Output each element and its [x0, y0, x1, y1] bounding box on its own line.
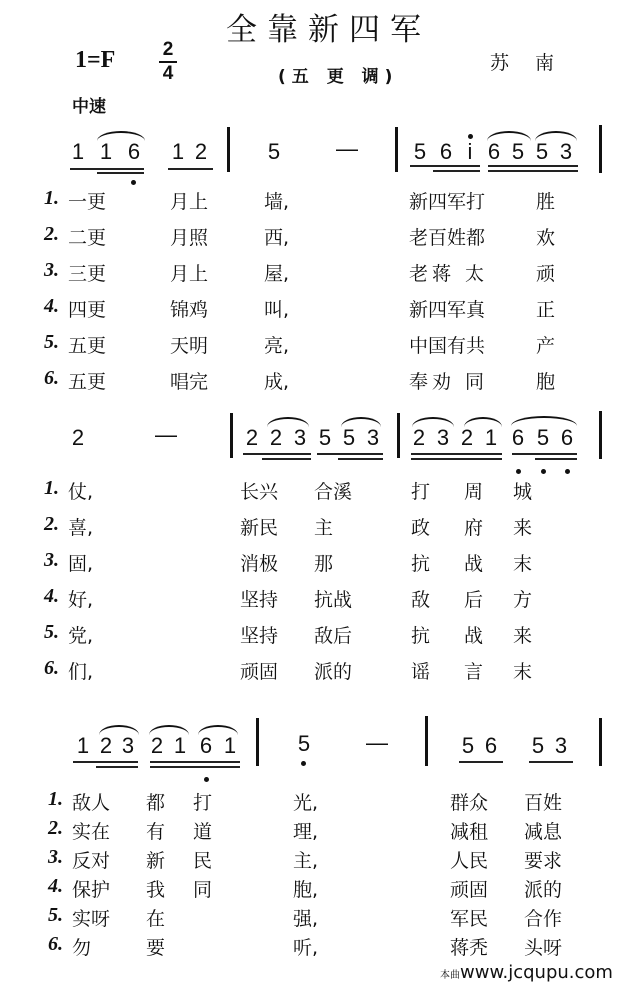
beam-underline	[118, 168, 144, 170]
lyric-cell: 老蒋 太	[409, 263, 489, 285]
lyric-cell: 主,	[293, 850, 319, 872]
beam-underline	[96, 766, 138, 768]
note: 6	[199, 733, 213, 758]
lyric-cell: 敌	[411, 589, 431, 611]
lyric-cell: 奉劝 同	[409, 371, 489, 393]
lyric-cell: 屋,	[264, 263, 290, 285]
slur	[487, 131, 531, 141]
lyric-cell: 抗	[411, 553, 431, 575]
note: 5	[531, 733, 545, 758]
high-octave-dot	[468, 134, 473, 139]
note: 3	[366, 425, 380, 450]
verse-number: 4.	[48, 875, 63, 897]
lyric-cell: 顽固	[240, 661, 279, 683]
lyric-cell: 叫,	[264, 299, 290, 321]
note: 5	[342, 425, 356, 450]
beam-underline	[317, 453, 383, 455]
lyric-cell: 二更	[68, 227, 107, 249]
lyric-cell: 三更	[68, 263, 107, 285]
lyric-cell: 末	[513, 553, 533, 575]
lyric-cell: 新	[146, 850, 166, 872]
lyric-cell: 道	[193, 821, 213, 843]
barline	[397, 413, 400, 458]
lyric-cell: 老百姓都	[409, 227, 486, 249]
verse-number: 3.	[48, 846, 63, 868]
lyric-cell: 来	[513, 625, 533, 647]
lyric-cell: 正	[536, 299, 556, 321]
lyric-cell: 理,	[293, 821, 319, 843]
song-origin: 苏南	[490, 52, 581, 74]
lyric-cell: 五更	[68, 335, 107, 357]
beam-underline	[433, 170, 480, 172]
watermark	[440, 962, 613, 983]
lyric-cell: 要求	[524, 850, 563, 872]
beam-underline	[410, 165, 480, 167]
low-octave-dot	[204, 777, 209, 782]
note: 5	[267, 139, 281, 164]
barline	[227, 127, 230, 172]
lyric-cell: 言	[464, 661, 484, 683]
low-octave-dot	[301, 761, 306, 766]
lyric-cell: 军民	[450, 908, 489, 930]
lyric-cell: 民	[193, 850, 213, 872]
note: 5	[461, 733, 475, 758]
note: 2	[150, 733, 164, 758]
lyric-cell: 胜	[536, 191, 556, 213]
verse-number: 5.	[48, 904, 63, 926]
lyric-cell: 保护	[72, 879, 111, 901]
beam-underline	[73, 761, 138, 763]
lyric-cell: 政	[411, 517, 431, 539]
lyric-cell: 打	[411, 481, 431, 503]
note: 5	[413, 139, 427, 164]
lyric-cell: 新民	[240, 517, 279, 539]
barline	[599, 125, 602, 173]
note: 3	[559, 139, 573, 164]
lyric-cell: 敌后	[314, 625, 353, 647]
sustain-dash: —	[155, 422, 177, 447]
lyric-cell: 成,	[264, 371, 290, 393]
verse-number: 3.	[44, 259, 59, 281]
lyric-cell: 打	[193, 792, 213, 814]
note: 1	[171, 139, 185, 164]
note: 1	[173, 733, 187, 758]
note: 5	[536, 425, 550, 450]
verse-number: 2.	[44, 513, 59, 535]
lyric-cell: 主	[314, 517, 334, 539]
lyric-cell: 喜,	[68, 517, 94, 539]
note: 5	[297, 731, 311, 756]
lyric-cell: 锦鸡	[170, 299, 209, 321]
lyric-cell: 周	[464, 481, 484, 503]
lyric-cell: 固,	[68, 553, 94, 575]
verse-number: 4.	[44, 295, 59, 317]
lyric-cell: 好,	[68, 589, 94, 611]
note: 2	[194, 139, 208, 164]
note: 6	[127, 139, 141, 164]
beam-underline	[488, 165, 578, 167]
beam-underline	[411, 458, 502, 460]
lyric-cell: 都	[146, 792, 166, 814]
lyric-cell: 坚持	[240, 589, 279, 611]
lyric-cell: 一更	[68, 191, 107, 213]
note: 3	[121, 733, 135, 758]
beam-underline	[488, 170, 578, 172]
beam-underline	[97, 172, 144, 174]
lyric-cell: 亮,	[264, 335, 290, 357]
slur	[149, 725, 189, 735]
low-octave-dot	[516, 469, 521, 474]
watermark-prefix: 本曲	[440, 970, 460, 981]
lyric-cell: 百姓	[524, 792, 563, 814]
lyric-cell: 头呀	[524, 937, 563, 959]
verse-number: 1.	[48, 788, 63, 810]
lyric-cell: 在	[146, 908, 166, 930]
verse-number: 5.	[44, 331, 59, 353]
lyric-cell: 有	[146, 821, 166, 843]
lyric-cell: 坚持	[240, 625, 279, 647]
song-title: 全靠新四军	[226, 12, 431, 48]
slur	[341, 417, 381, 427]
sustain-dash: —	[366, 730, 388, 755]
beam-underline	[262, 458, 311, 460]
lyric-cell: 那	[314, 553, 334, 575]
lyric-cell: 党,	[68, 625, 94, 647]
note: 2	[460, 425, 474, 450]
lyric-cell: 四更	[68, 299, 107, 321]
note: 6	[484, 733, 498, 758]
lyric-cell: 中国有共	[409, 335, 486, 357]
note: 5	[511, 139, 525, 164]
lyric-cell: 产	[536, 335, 556, 357]
lyric-cell: 五更	[68, 371, 107, 393]
beam-underline	[150, 766, 240, 768]
note: 3	[436, 425, 450, 450]
lyric-cell: 合作	[524, 908, 563, 930]
verse-number: 6.	[48, 933, 63, 955]
lyric-cell: 要	[146, 937, 166, 959]
beam-underline	[411, 453, 502, 455]
note: 5	[535, 139, 549, 164]
verse-number: 2.	[44, 223, 59, 245]
beam-underline	[338, 458, 383, 460]
note: 1	[76, 733, 90, 758]
lyric-cell: 胞,	[293, 879, 319, 901]
lyric-cell: 同	[193, 879, 213, 901]
verse-number: 3.	[44, 549, 59, 571]
verse-number: 5.	[44, 621, 59, 643]
lyric-cell: 派的	[314, 661, 353, 683]
lyric-cell: 群众	[450, 792, 489, 814]
note: 6	[560, 425, 574, 450]
lyric-cell: 实在	[72, 821, 111, 843]
lyric-cell: 反对	[72, 850, 111, 872]
lyric-cell: 新四军打	[409, 191, 486, 213]
lyric-cell: 战	[464, 553, 484, 575]
barline	[395, 127, 398, 172]
note: 6	[439, 139, 453, 164]
lyric-cell: 战	[464, 625, 484, 647]
note: 2	[245, 425, 259, 450]
slur	[412, 417, 454, 427]
lyric-cell: 城	[513, 481, 533, 503]
note: 3	[293, 425, 307, 450]
lyric-cell: 我	[146, 879, 166, 901]
barline	[425, 716, 428, 766]
beam-underline	[512, 453, 577, 455]
lyric-cell: 胞	[536, 371, 556, 393]
lyric-cell: 消极	[240, 553, 279, 575]
low-octave-dot	[565, 469, 570, 474]
note: 2	[99, 733, 113, 758]
barline	[599, 718, 602, 766]
slur	[99, 725, 139, 735]
verse-number: 6.	[44, 367, 59, 389]
slur	[535, 131, 577, 141]
lyric-cell: 合溪	[314, 481, 353, 503]
verse-number: 1.	[44, 187, 59, 209]
lyric-cell: 方	[513, 589, 533, 611]
beam-underline	[529, 761, 573, 763]
beam-underline	[243, 453, 311, 455]
lyric-cell: 天明	[170, 335, 209, 357]
lyric-cell: 后	[464, 589, 484, 611]
verse-number: 2.	[48, 817, 63, 839]
key-signature: 1=F	[75, 47, 116, 73]
barline	[230, 413, 233, 458]
lyric-cell: 长兴	[240, 481, 279, 503]
time-numerator: 2	[162, 39, 174, 60]
time-denominator: 4	[162, 63, 174, 84]
lyric-cell: 月上	[170, 191, 209, 213]
lyric-cell: 唱完	[170, 371, 209, 393]
slur	[511, 416, 577, 426]
barline	[256, 718, 259, 766]
low-octave-dot	[131, 180, 136, 185]
verse-number: 4.	[44, 585, 59, 607]
beam-underline	[168, 168, 213, 170]
note: 1	[484, 425, 498, 450]
time-signature	[159, 40, 177, 84]
lyric-cell: 减租	[450, 821, 489, 843]
lyric-cell: 派的	[524, 879, 563, 901]
lyric-cell: 末	[513, 661, 533, 683]
lyric-cell: 来	[513, 517, 533, 539]
watermark-site: www.jcqupu.com	[460, 962, 613, 983]
note: 6	[511, 425, 525, 450]
note: 5	[318, 425, 332, 450]
lyric-cell: 墙,	[264, 191, 290, 213]
beam-underline	[150, 761, 240, 763]
verse-number: 1.	[44, 477, 59, 499]
lyric-cell: 顽固	[450, 879, 489, 901]
slur	[464, 417, 502, 427]
lyric-cell: 顽	[536, 263, 556, 285]
note: 1	[99, 139, 113, 164]
lyric-cell: 蒋秃	[450, 937, 489, 959]
verse-number: 6.	[44, 657, 59, 679]
lyric-cell: 们,	[68, 661, 94, 683]
song-subtitle: (五 更 调)	[278, 67, 399, 87]
beam-underline	[70, 168, 118, 170]
lyric-cell: 听,	[293, 937, 319, 959]
note: 2	[71, 425, 85, 450]
beam-underline	[535, 458, 577, 460]
lyric-cell: 月照	[170, 227, 209, 249]
lyric-cell: 减息	[524, 821, 563, 843]
slur	[267, 417, 309, 427]
slur	[97, 131, 145, 141]
note: 1	[223, 733, 237, 758]
note: 2	[269, 425, 283, 450]
beam-underline	[459, 761, 503, 763]
lyric-cell: 敌人	[72, 792, 111, 814]
lyric-cell: 仗,	[68, 481, 94, 503]
lyric-cell: 欢	[536, 227, 556, 249]
lyric-cell: 强,	[293, 908, 319, 930]
low-octave-dot	[541, 469, 546, 474]
lyric-cell: 府	[464, 517, 484, 539]
lyric-cell: 实呀	[72, 908, 111, 930]
slur	[198, 725, 238, 735]
note: 6	[487, 139, 501, 164]
note: i	[467, 139, 473, 164]
lyric-cell: 光,	[293, 792, 319, 814]
sustain-dash: —	[336, 136, 358, 161]
lyric-cell: 勿	[72, 937, 92, 959]
note: 3	[554, 733, 568, 758]
lyric-cell: 新四军真	[409, 299, 486, 321]
lyric-cell: 西,	[264, 227, 290, 249]
lyric-cell: 人民	[450, 850, 489, 872]
note: 2	[412, 425, 426, 450]
lyric-cell: 月上	[170, 263, 209, 285]
lyric-cell: 谣	[411, 661, 431, 683]
lyric-cell: 抗	[411, 625, 431, 647]
barline	[599, 411, 602, 459]
tempo-marking: 中速	[72, 97, 106, 117]
note: 1	[71, 139, 85, 164]
lyric-cell: 抗战	[314, 589, 353, 611]
